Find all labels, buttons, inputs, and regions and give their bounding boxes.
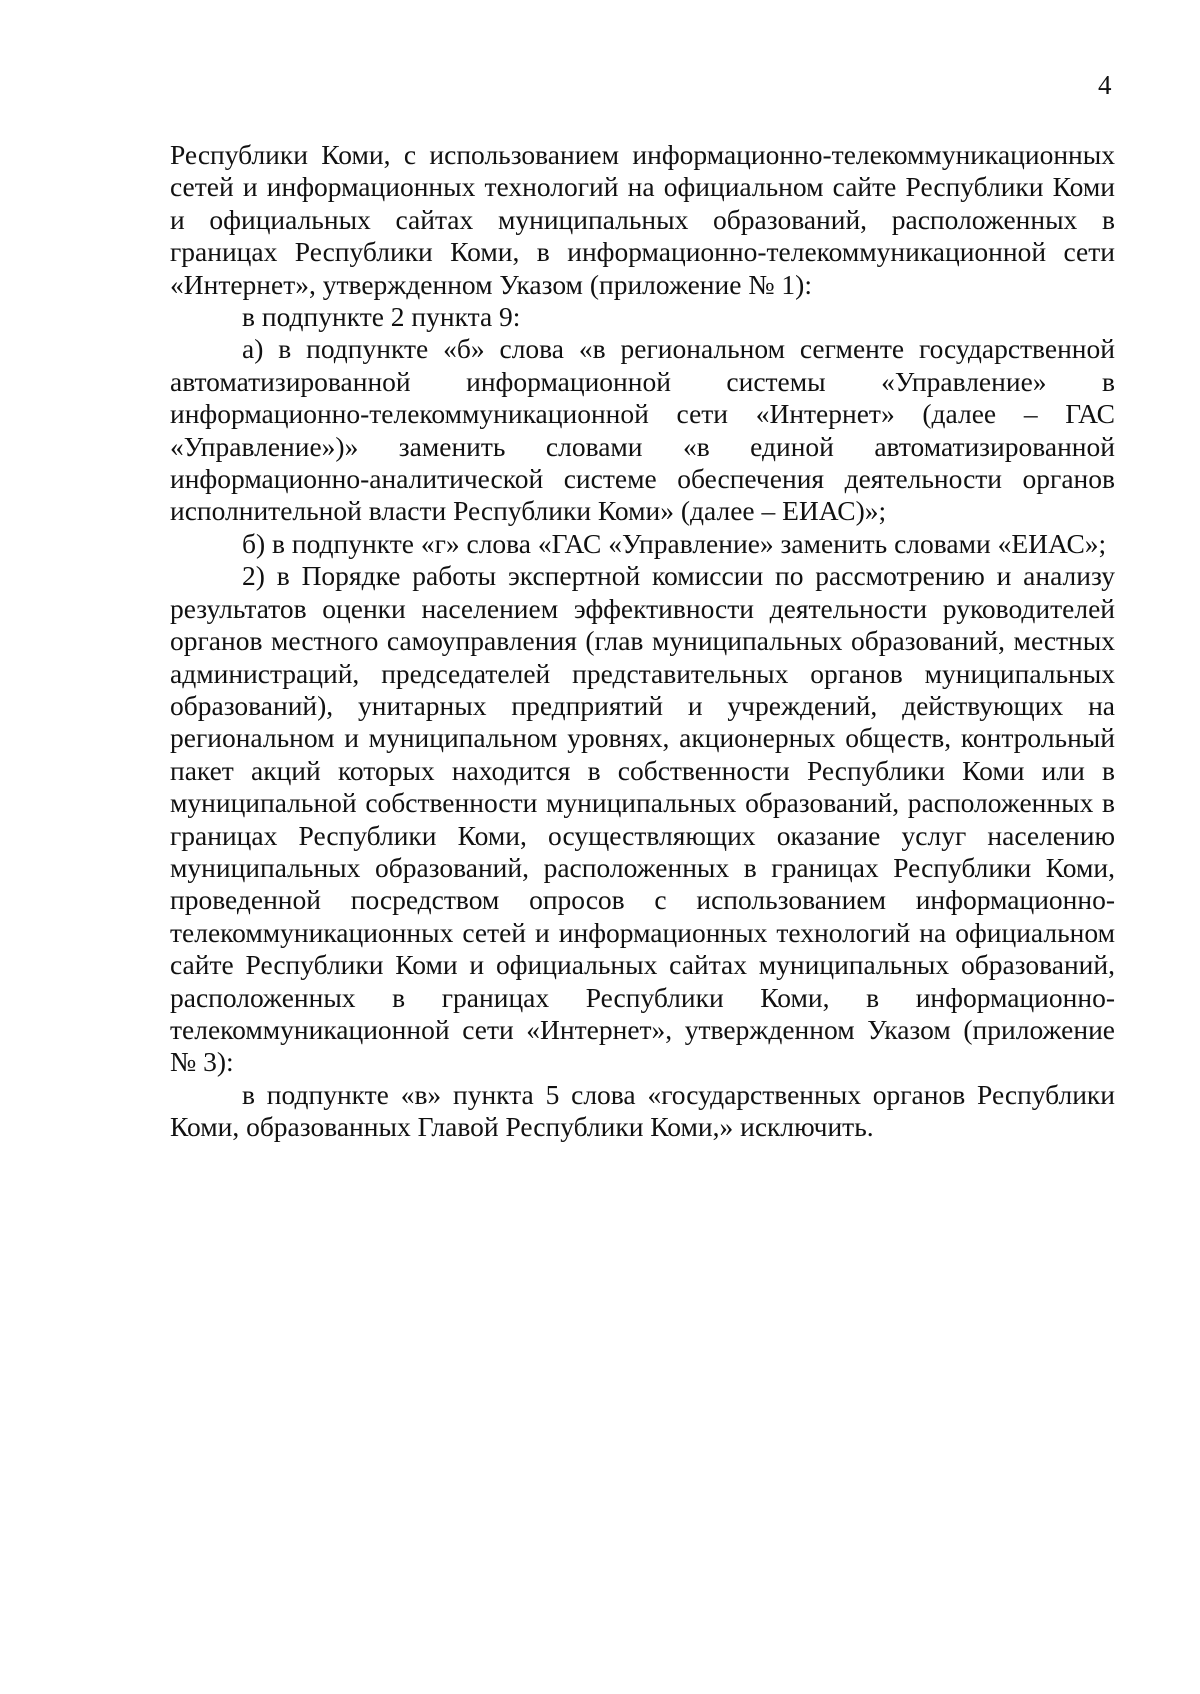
paragraph-item-a: а) в подпункте «б» слова «в региональном сегменте государственной автоматизированной информационной системы «Управление» в информационно-телекоммуникационной сети «Интернет» (далее – ГАС «Управление»)» заменить словами «в единой автоматизированной информационно-аналитической системе обеспечения деятельности органов исполнительной власти Республики Коми» (далее – ЕИАС)»;	[170, 333, 1115, 527]
paragraph-subpoint-v: в подпункте «в» пункта 5 слова «государственных органов Республики Коми, образованных Главой Республики Коми,» исключить.	[170, 1078, 1115, 1143]
paragraph-continuation: Республики Коми, с использованием информационно-телекоммуникационных сетей и информационных технологий на официальном сайте Республики Коми и официальных сайтах муниципальных образований, расположенных в границах Республики Коми, в информационно-телекоммуникационной сети «Интернет», утвержденном Указом (приложение № 1):	[170, 139, 1115, 300]
page-number: 4	[1098, 70, 1112, 100]
paragraph-item-b: б) в подпункте «г» слова «ГАС «Управление» заменить словами «ЕИАС»;	[242, 527, 1107, 559]
paragraph-subpoint-heading: в подпункте 2 пункта 9:	[242, 301, 521, 333]
paragraph-item-2: 2) в Порядке работы экспертной комиссии по рассмотрению и анализу результатов оценки населением эффективности деятельности руководителей органов местного самоуправления (глав муниципальных образований, местных администраций, председателей представительных органов муниципальных образований), унитарных предприятий и учреждений, действующих на региональном и муниципальном уровнях, акционерных обществ, контрольный пакет акций которых находится в собственности Республики Коми или в муниципальной собственности муниципальных образований, расположенных в границах Республики Коми, осуществляющих оказание услуг населению муниципальных образований, расположенных в границах Республики Коми, проведенной посредством опросов с использованием информационно-телекоммуникационных сетей и информационных технологий на официальном сайте Республики Коми и официальных сайтах муниципальных образований, расположенных в границах Республики Коми, в информационно-телекоммуникационной сети «Интернет», утвержденном Указом (приложение № 3):	[170, 560, 1115, 1078]
document-body	[170, 139, 1115, 1144]
